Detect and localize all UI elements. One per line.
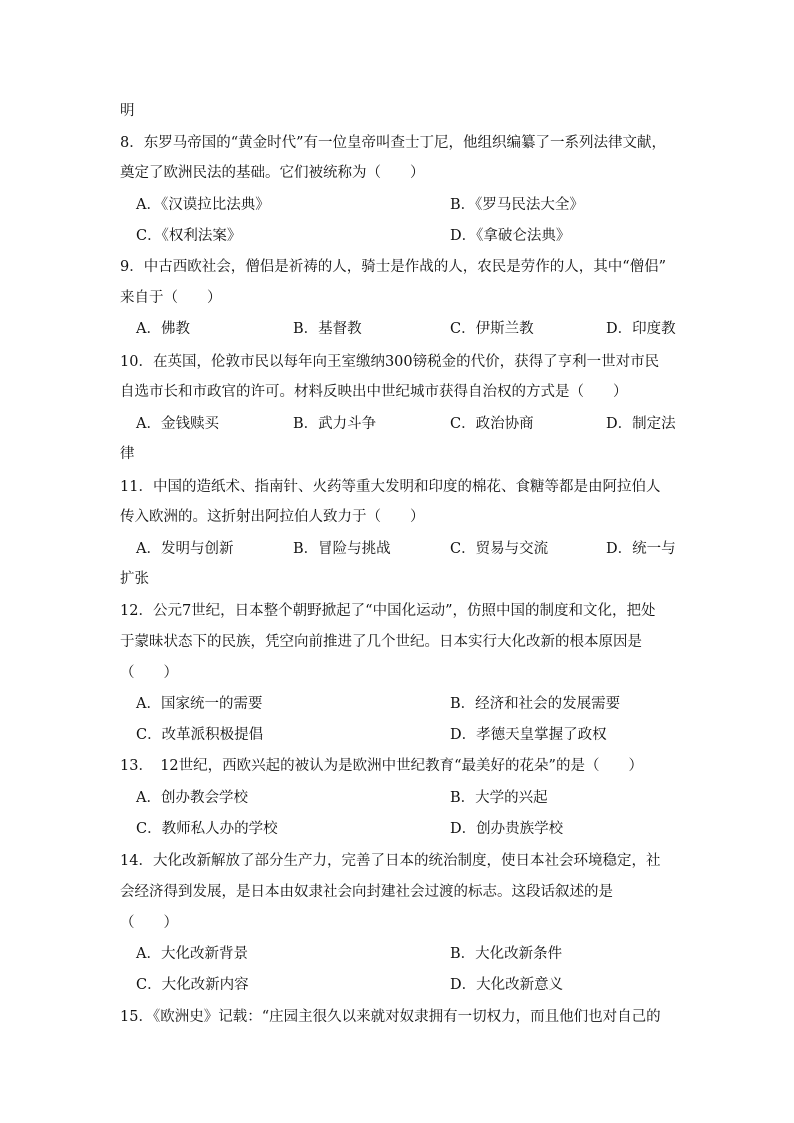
question-8-stem-cont: 奠定了欧洲民法的基础。它们被统称为（ ） — [120, 165, 425, 181]
question-10-option-a: A．金钱赎买 — [136, 416, 219, 432]
question-10-stem: 10．在英国，伦敦市民以每年向王室缴纳300镑税金的代价，获得了亨利一世对市民 — [120, 354, 660, 370]
question-14-blank: （ ） — [120, 915, 178, 931]
question-9-stem-cont: 来自于（ ） — [120, 290, 222, 306]
question-14-option-d: D．大化改新意义 — [450, 977, 564, 993]
continued-text: 明 — [120, 103, 135, 119]
question-9-option-d: D．印度教 — [606, 321, 676, 337]
question-8-option-b: B．《罗马民法大全》 — [450, 197, 584, 213]
question-10-stem-cont: 自选市长和市政官的许可。材料反映出中世纪城市获得自治权的方式是（ ） — [120, 384, 628, 400]
question-11-option-b: B．冒险与挑战 — [293, 541, 391, 557]
question-10-option-b: B．武力斗争 — [293, 416, 377, 432]
question-13-option-b: B．大学的兴起 — [450, 790, 548, 806]
question-11-option-c: C．贸易与交流 — [450, 541, 549, 557]
question-12-option-d: D．孝德天皇掌握了政权 — [450, 727, 607, 743]
question-9-stem: 9．中古西欧社会，僧侣是祈祷的人，骑士是作战的人，农民是劳作的人，其中“僧侣” — [120, 259, 667, 275]
question-9-option-a: A．佛教 — [136, 321, 190, 337]
question-8-stem: 8．东罗马帝国的“黄金时代”有一位皇帝叫查士丁尼，他组织编纂了一系列法律文献， — [120, 135, 667, 151]
question-9-option-c: C．伊斯兰教 — [450, 321, 534, 337]
question-13-option-a: A．创办教会学校 — [136, 790, 248, 806]
question-12-option-a: A．国家统一的需要 — [136, 696, 263, 712]
question-11-option-d: D．统一与 — [606, 541, 676, 557]
question-9-option-b: B．基督教 — [293, 321, 362, 337]
question-14-option-c: C．大化改新内容 — [136, 977, 249, 993]
question-14-stem: 14．大化改新解放了部分生产力，完善了日本的统治制度，使日本社会环境稳定，社 — [120, 853, 661, 869]
question-10-option-d: D．制定法 — [606, 416, 676, 432]
question-12-option-b: B．经济和社会的发展需要 — [450, 696, 621, 712]
question-14-option-a: A．大化改新背景 — [136, 946, 248, 962]
question-13-stem: 13． 12世纪，西欧兴起的被认为是欧洲中世纪教育“最美好的花朵”的是（ ） — [120, 758, 643, 774]
question-14-stem-cont: 会经济得到发展，是日本由奴隶社会向封建社会过渡的标志。这段话叙述的是 — [120, 884, 613, 900]
question-8-option-c: C．《权利法案》 — [136, 228, 242, 244]
question-8-option-d: D．《拿破仑法典》 — [450, 228, 571, 244]
question-11-stem: 11．中国的造纸术、指南针、火药等重大发明和印度的棉花、食糖等都是由阿拉伯人 — [120, 479, 661, 495]
question-12-option-c: C．改革派积极提倡 — [136, 727, 264, 743]
question-11-stem-cont: 传入欧洲的。这折射出阿拉伯人致力于（ ） — [120, 509, 425, 525]
question-11-option-d-cont: 扩张 — [120, 571, 149, 587]
question-12-stem: 12．公元7世纪，日本整个朝野掀起了“中国化运动”，仿照中国的制度和文化，把处 — [120, 603, 656, 619]
question-13-option-c: C．教师私人办的学校 — [136, 821, 278, 837]
question-15-stem: 15．《欧洲史》记载：“庄园主很久以来就对奴隶拥有一切权力，而且他们也对自己的 — [120, 1009, 661, 1025]
question-8-option-a: A．《汉谟拉比法典》 — [136, 197, 270, 213]
question-13-option-d: D．创办贵族学校 — [450, 821, 564, 837]
question-10-option-c: C．政治协商 — [450, 416, 534, 432]
question-10-option-d-cont: 律 — [120, 446, 135, 462]
question-14-option-b: B．大化改新条件 — [450, 946, 563, 962]
question-11-option-a: A．发明与创新 — [136, 541, 234, 557]
question-12-stem-cont: 于蒙昧状态下的民族，凭空向前推进了几个世纪。日本实行大化改新的根本原因是 — [120, 634, 642, 650]
question-12-blank: （ ） — [120, 665, 178, 681]
